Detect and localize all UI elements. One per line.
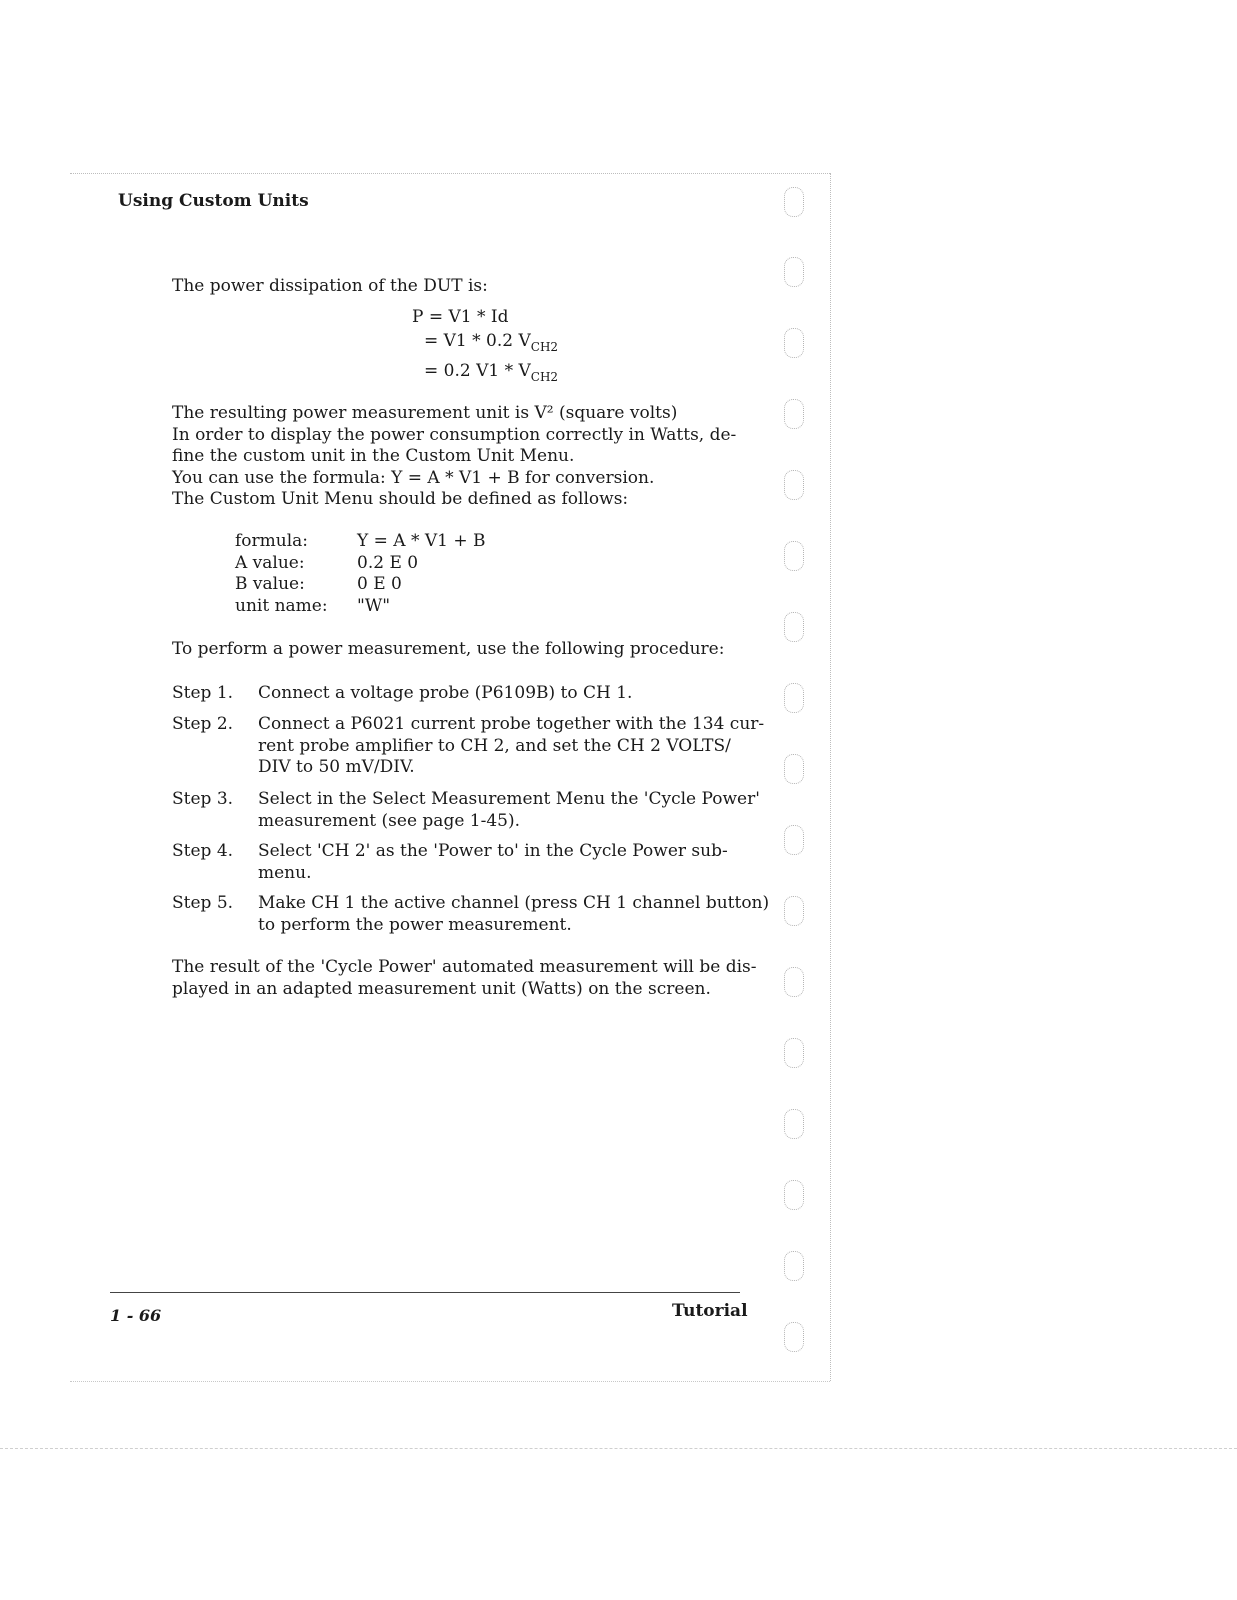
equation-line-2 <box>424 331 558 354</box>
procedure-step <box>172 789 758 832</box>
binder-hole <box>784 612 804 642</box>
text-line: menu. <box>258 862 312 883</box>
binder-hole <box>784 754 804 784</box>
page-number: 1 - 66 <box>110 1306 162 1325</box>
footer-section-name: Tutorial <box>672 1301 748 1321</box>
binder-hole <box>784 470 804 500</box>
binder-hole <box>784 257 804 287</box>
equation-line-1: P = V1 * Id <box>412 307 509 327</box>
binder-hole <box>784 541 804 571</box>
step-label: Step 2. <box>172 714 234 734</box>
text-line: The result of the 'Cycle Power' automated measurement will be dis- <box>172 957 757 977</box>
text-line: The Custom Unit Menu should be defined as follows: <box>172 489 629 509</box>
text-line: Connect a voltage probe (P6109B) to CH 1. <box>258 683 633 703</box>
procedure-step <box>172 714 765 779</box>
custom-unit-value: "W" <box>357 595 391 616</box>
binder-hole <box>784 896 804 926</box>
custom-unit-value: 0.2 E 0 <box>357 552 419 573</box>
unit-explanation-paragraph <box>172 403 752 511</box>
text-line: Select in the Select Measurement Menu the 'Cycle Power' <box>258 789 760 809</box>
equation-line-3 <box>424 361 558 384</box>
text-line: fine the custom unit in the Custom Unit Menu. <box>172 446 575 466</box>
text-line: to perform the power measurement. <box>258 914 572 935</box>
page-trim-top <box>70 173 830 174</box>
intro-paragraph: The power dissipation of the DUT is: <box>172 276 488 296</box>
procedure-step <box>172 893 770 936</box>
text-line: In order to display the power consumption correctly in Watts, de- <box>172 424 737 445</box>
page-trim-right <box>830 173 831 1381</box>
equation-line-2-subscript: CH2 <box>530 340 559 354</box>
equation-line-3-main: = 0.2 V1 * V <box>424 361 531 381</box>
custom-unit-row <box>235 553 486 575</box>
step-label: Step 4. <box>172 841 234 861</box>
custom-unit-label: B value: <box>235 574 305 594</box>
step-label: Step 3. <box>172 789 234 809</box>
equation-line-2-main: = V1 * 0.2 V <box>424 331 531 351</box>
custom-unit-row <box>235 531 486 553</box>
binder-hole <box>784 328 804 358</box>
binder-hole <box>784 683 804 713</box>
step-text <box>258 714 765 779</box>
text-line: You can use the formula: Y = A * V1 + B for conversion. <box>172 467 655 488</box>
step-text <box>258 841 758 884</box>
text-line: Select 'CH 2' as the 'Power to' in the Cycle Power sub- <box>258 841 728 861</box>
binder-hole <box>784 187 804 217</box>
custom-unit-definition <box>235 531 486 617</box>
custom-unit-row <box>235 596 486 618</box>
step-label: Step 1. <box>172 683 234 703</box>
section-header: Using Custom Units <box>118 191 309 211</box>
custom-unit-label: formula: <box>235 531 309 551</box>
text-line: rent probe amplifier to CH 2, and set the CH 2 VOLTS/ <box>258 735 731 756</box>
step-text <box>258 789 758 832</box>
binder-hole <box>784 1038 804 1068</box>
binder-hole <box>784 967 804 997</box>
custom-unit-row <box>235 574 486 596</box>
footer-rule <box>110 1292 740 1293</box>
binder-hole <box>784 1109 804 1139</box>
custom-unit-value: 0 E 0 <box>357 574 402 594</box>
result-paragraph <box>172 957 757 1000</box>
step-label: Step 5. <box>172 893 234 913</box>
binder-hole <box>784 1180 804 1210</box>
scan-edge-line <box>0 1448 1237 1449</box>
text-line: Make CH 1 the active channel (press CH 1 channel button) <box>258 893 770 913</box>
step-text <box>258 893 770 936</box>
binder-hole <box>784 1322 804 1352</box>
custom-unit-label: A value: <box>235 552 305 573</box>
page-trim-bottom <box>70 1381 830 1382</box>
binder-hole <box>784 399 804 429</box>
procedure-step <box>172 683 758 705</box>
text-line: measurement (see page 1-45). <box>258 810 521 831</box>
custom-unit-label: unit name: <box>235 595 328 616</box>
procedure-step <box>172 841 758 884</box>
text-line: played in an adapted measurement unit (Watts) on the screen. <box>172 978 711 999</box>
binder-hole <box>784 825 804 855</box>
equation-line-3-subscript: CH2 <box>530 370 559 384</box>
text-line: Connect a P6021 current probe together with the 134 cur- <box>258 714 765 734</box>
procedure-intro: To perform a power measurement, use the following procedure: <box>172 639 725 659</box>
text-line: The resulting power measurement unit is V² (square volts) <box>172 403 678 423</box>
binder-hole <box>784 1251 804 1281</box>
text-line: DIV to 50 mV/DIV. <box>258 757 415 777</box>
step-text <box>258 683 758 705</box>
custom-unit-value: Y = A * V1 + B <box>357 531 486 551</box>
